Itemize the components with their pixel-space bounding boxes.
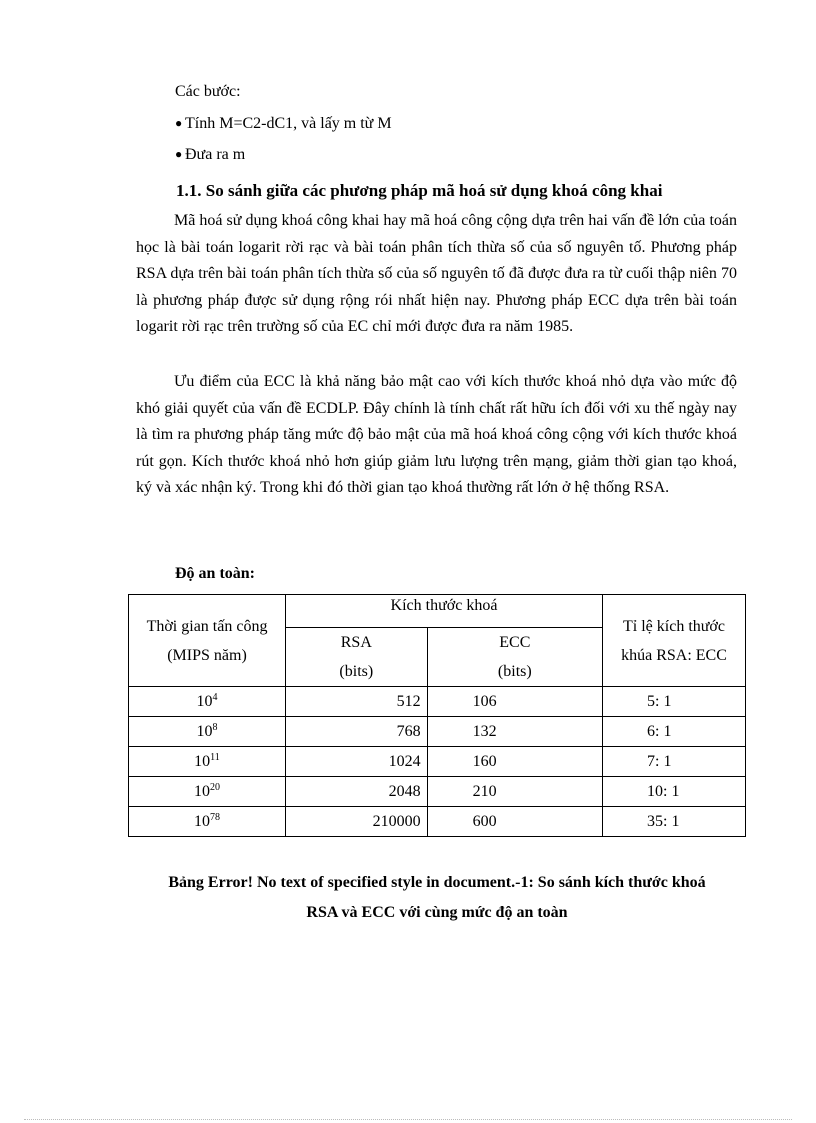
page-bottom-rule: [24, 1119, 792, 1120]
header-attack-time: [129, 595, 286, 687]
cell-ecc-bits: 132: [427, 717, 602, 747]
cell-ratio: 6: 1: [603, 717, 746, 747]
table-caption-line2: RSA và ECC với cùng mức độ an toàn: [306, 904, 568, 921]
cell-attack-time: $10^{78}$: [129, 807, 286, 837]
bullet-icon: ●: [175, 116, 183, 130]
body-paragraph: Ưu điểm của ECC là khả năng bảo mật cao với kích thước khoá nhỏ dựa vào mức độ khó giải quyết của vấn đề ECDLP. Đây chính là tính chất rất hữu ích đối với xu thế ngày nay là tìm ra phương pháp tăng mức độ bảo mật của mã hoá khoá công cộng với kích thước khoá rút gọn. Kích thước khoá nhỏ hơn giúp giảm lưu lượng trên mạng, giảm thời gian tạo khoá, ký và xác nhận ký. Trong khi đó thời gian tạo khoá thường rất lớn ở hệ thống RSA.: [136, 373, 737, 496]
cell-ratio: 5: 1: [603, 687, 746, 717]
header-ecc-label: ECC: [499, 634, 531, 651]
cell-ratio: 7: 1: [603, 747, 746, 777]
cell-rsa-bits: 210000: [286, 807, 428, 837]
security-comparison-table: [128, 594, 746, 837]
step-item-text: Đưa ra m: [185, 146, 246, 163]
cell-ratio: 10: 1: [603, 777, 746, 807]
cell-attack-time: $10^{20}$: [129, 777, 286, 807]
table-row: [129, 777, 746, 807]
cell-rsa-bits: 768: [286, 717, 428, 747]
body-paragraph: Mã hoá sử dụng khoá công khai hay mã hoá công cộng dựa trên hai vấn đề lớn của toán học là bài toán logarit rời rạc và bài toán phân tích thừa số của số nguyên tố. Phương pháp RSA dựa trên bài toán phân tích thừa số của số nguyên tố đã được đưa ra từ cuối thập niên 70 là phương pháp được sử dụng rộng rói nhất hiện nay. Phương pháp ECC dựa trên bài toán logarit rời rạc trên trường số của EC chỉ mới được đưa ra năm 1985.: [136, 212, 737, 335]
step-item: [175, 111, 392, 142]
steps-list: [175, 80, 392, 173]
header-attack-time-line2: (MIPS năm): [167, 646, 247, 664]
step-item-text: Tính M=C2-dC1, và lấy m từ M: [185, 115, 392, 132]
step-item: [175, 142, 392, 173]
header-ratio: [603, 595, 746, 687]
header-ratio-line2: khúa RSA: ECC: [621, 646, 727, 664]
table-row: [129, 687, 746, 717]
section-heading: 1.1. So sánh giữa các phương pháp mã hoá sử dụng khoá công khai: [176, 181, 663, 200]
header-rsa-unit: (bits): [339, 663, 374, 680]
cell-ecc-bits: 600: [427, 807, 602, 837]
table-row: [129, 747, 746, 777]
header-rsa-label: RSA: [340, 634, 372, 651]
header-attack-time-line1: Thời gian tấn công: [146, 617, 268, 635]
header-key-size: Kích thước khoá: [286, 595, 603, 628]
cell-attack-time: $10^8$: [129, 717, 286, 747]
steps-intro: Các bước:: [175, 83, 241, 100]
header-ecc: [427, 628, 602, 687]
table-label: Độ an toàn:: [175, 565, 256, 582]
cell-rsa-bits: 1024: [286, 747, 428, 777]
cell-ratio: 35: 1: [603, 807, 746, 837]
cell-attack-time: $10^{11}$: [129, 747, 286, 777]
cell-ecc-bits: 210: [427, 777, 602, 807]
cell-attack-time: $10^4$: [129, 687, 286, 717]
header-rsa: [286, 628, 428, 687]
cell-rsa-bits: 2048: [286, 777, 428, 807]
cell-ecc-bits: 106: [427, 687, 602, 717]
cell-rsa-bits: 512: [286, 687, 428, 717]
table-caption-line1: Bảng Error! No text of specified style in document.-1: So sánh kích thước khoá: [168, 874, 706, 891]
bullet-icon: ●: [175, 147, 183, 161]
table-row: [129, 717, 746, 747]
cell-ecc-bits: 160: [427, 747, 602, 777]
header-ratio-line1: Tỉ lệ kích thước: [623, 617, 725, 635]
table-row: [129, 807, 746, 837]
table-caption: [128, 868, 746, 928]
header-ecc-unit: (bits): [497, 663, 532, 680]
